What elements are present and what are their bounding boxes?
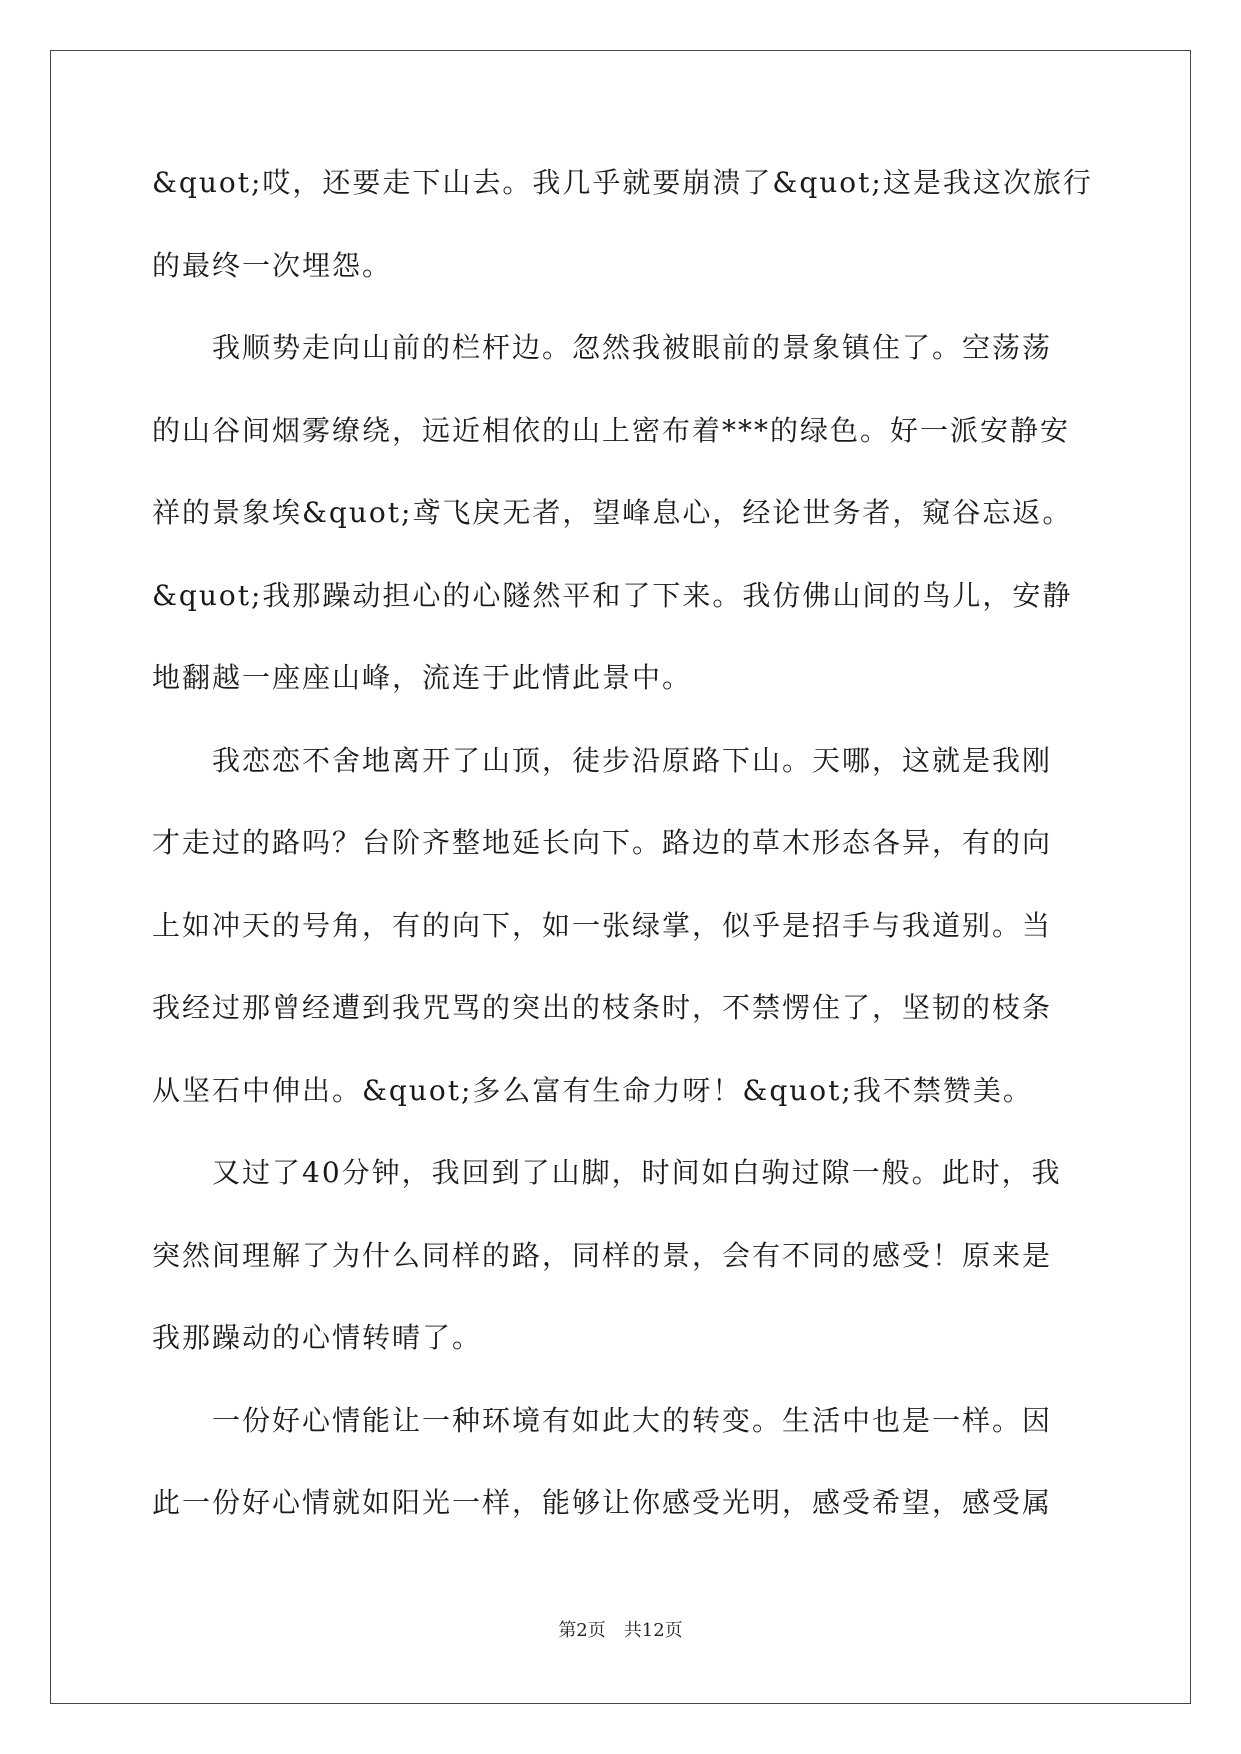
text-line: &quot;我那躁动担心的心隧然平和了下来。我仿佛山间的鸟儿，安静 xyxy=(152,578,1073,612)
text-line: 上如冲天的号角，有的向下，如一张绿掌，似乎是招手与我道别。当 xyxy=(152,908,1053,942)
text-line: 一份好心情能让一种环境有如此大的转变。生活中也是一样。因 xyxy=(152,1403,1053,1437)
page-number: 第2页 共12页 xyxy=(558,1620,683,1641)
text-line: 又过了40分钟，我回到了山脚，时间如白驹过隙一般。此时，我 xyxy=(152,1156,1062,1189)
text-line: &quot;哎，还要走下山去。我几乎就要崩溃了&quot;这是我这次旅行 xyxy=(152,166,1093,199)
text-line: 我那躁动的心情转晴了。 xyxy=(152,1321,483,1354)
text-line: 我经过那曾经遭到我咒骂的突出的枝条时，不禁愣住了，坚韧的枝条 xyxy=(152,991,1053,1024)
document-body xyxy=(152,162,1092,1565)
text-line: 祥的景象埃&quot;鸢飞戾无者，望峰息心，经论世务者，窥谷忘返。 xyxy=(152,496,1073,529)
text-line: 的山谷间烟雾缭绕，远近相依的山上密布着***的绿色。好一派安静安 xyxy=(152,413,1071,447)
text-line: 从坚石中伸出。&quot;多么富有生命力呀！&quot;我不禁赞美。 xyxy=(152,1073,1033,1107)
text-line: 此一份好心情就如阳光一样，能够让你感受光明，感受希望，感受属 xyxy=(152,1486,1053,1519)
text-line: 的最终一次埋怨。 xyxy=(152,248,393,282)
text-line: 突然间理解了为什么同样的路，同样的景，会有不同的感受！原来是 xyxy=(152,1238,1053,1272)
text-line: 地翻越一座座山峰，流连于此情此景中。 xyxy=(152,661,693,694)
text-line: 我顺势走向山前的栏杆边。忽然我被眼前的景象镇住了。空荡荡 xyxy=(152,331,1053,364)
text-line: 我恋恋不舍地离开了山顶，徒步沿原路下山。天哪，这就是我刚 xyxy=(152,743,1053,777)
text-line: 才走过的路吗？台阶齐整地延长向下。路边的草木形态各异，有的向 xyxy=(152,826,1053,859)
